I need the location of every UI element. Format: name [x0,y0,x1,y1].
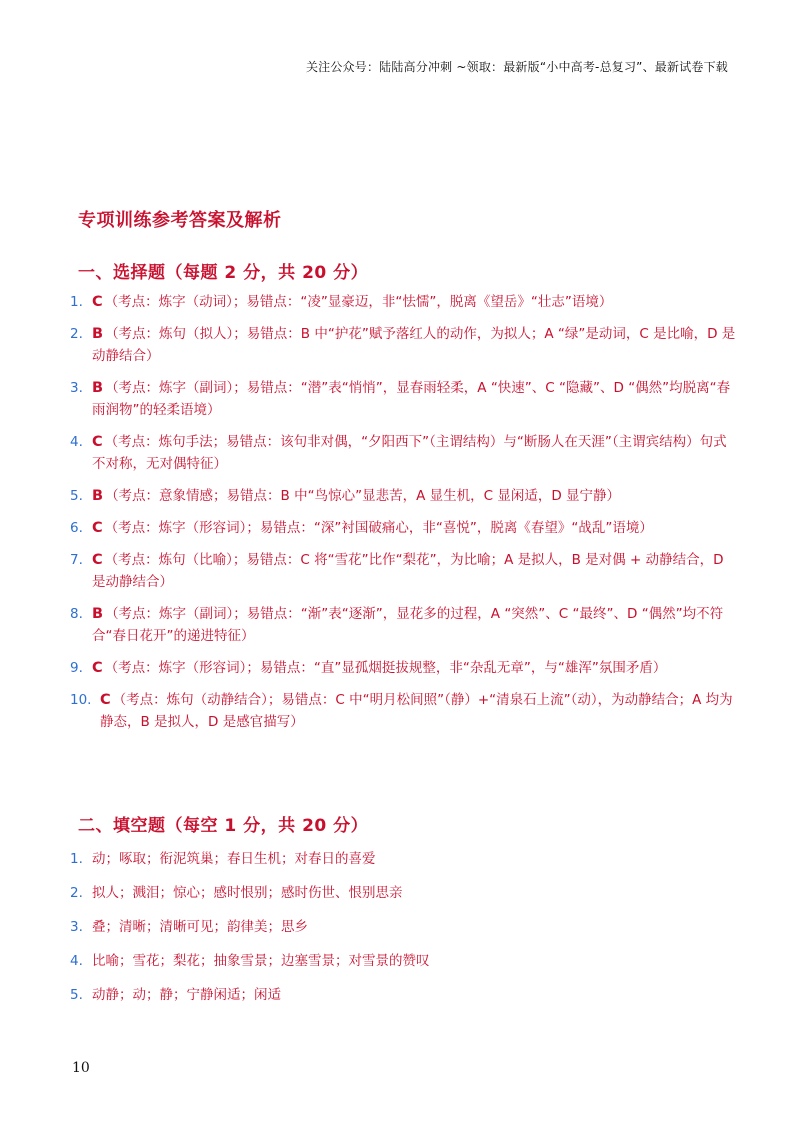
question-number: 9. [70,660,83,676]
fill-answer-item [70,848,740,870]
choice-answer-item [70,603,740,647]
answer-explanation: （考点：炼字（形容词）；易错点：“深”衬国破痛心，非“喜悦”，脱离《春望》“战乱”语境） [104,520,653,536]
choice-answer-item [70,377,740,421]
choice-answer-item [70,689,740,733]
fill-answer-item [70,984,740,1006]
question-number: 1. [70,294,83,310]
choice-answer-item [70,549,740,593]
fill-answer-item [70,882,740,904]
answer-letter: C [92,434,103,450]
answer-letter: C [92,520,103,536]
answer-letter: B [92,606,104,622]
question-number: 3. [70,380,83,396]
question-number: 3. [70,919,83,935]
choice-answer-item [70,323,740,367]
header-note: 关注公众号：陆陆高分冲刺 ~领取：最新版“小中高考-总复习”、最新试卷下载 [305,60,728,74]
fill-answer-list [70,848,740,1006]
question-number: 5. [70,488,83,504]
choice-answer-item [70,485,740,507]
answer-explanation: （考点：意象情感；易错点：B 中“鸟惊心”显悲苦，A 显生机，C 显闲适，D 显宁静） [105,488,621,504]
question-number: 2. [70,885,83,901]
answer-explanation: （考点：炼字（形容词）；易错点：“直”显孤烟挺拔规整，非“杂乱无章”，与“雄浑”氛围矛盾） [104,660,667,676]
question-number: 10. [70,692,92,708]
page-title: 专项训练参考答案及解析 [78,210,282,231]
question-number: 4. [70,953,83,969]
choice-answer-list [70,291,740,733]
question-number: 8. [70,606,83,622]
answer-explanation: （考点：炼句（动静结合）；易错点：C 中“明月松间照”（静）+“清泉石上流”（动），为动静结合；A 均为静态，B 是拟人，D 是感官描写） [100,692,733,730]
answer-explanation: （考点：炼句（比喻）；易错点：C 将“雪花”比作“梨花”，为比喻；A 是拟人，B 是对偶 + 动静结合，D 是动静结合） [92,552,724,590]
answer-letter: C [100,692,111,708]
section-heading-fill: 二、填空题（每空 1 分，共 20 分） [78,816,369,836]
answer-letter: C [92,294,103,310]
answer-letter: B [92,488,104,504]
fill-answer-item [70,916,740,938]
answer-letter: B [92,380,104,396]
question-number: 4. [70,434,83,450]
answer-explanation: （考点：炼字（副词）；易错点：“渐”表“逐渐”，显花多的过程，A “突然”、C “最终”、D “偶然”均不符合“春日花开”的递进特征） [92,606,724,644]
question-number: 7. [70,552,83,568]
question-number: 1. [70,851,83,867]
question-number: 6. [70,520,83,536]
section-heading-choice: 一、选择题（每题 2 分，共 20 分） [78,263,369,283]
answer-explanation: （考点：炼字（副词）；易错点：“潜”表“悄悄”，显春雨轻柔，A “快速”、C “隐藏”、D “偶然”均脱离“春雨润物”的轻柔语境） [92,380,731,418]
answer-letter: C [92,660,103,676]
answer-explanation: （考点：炼句手法；易错点：该句非对偶，“夕阳西下”（主谓结构）与“断肠人在天涯”（主谓宾结构）句式不对称，无对偶特征） [92,434,727,472]
choice-answer-item [70,657,740,679]
fill-answer-text: 动静；动；静；宁静闲适；闲适 [92,987,281,1003]
question-number: 2. [70,326,83,342]
choice-answer-item [70,517,740,539]
answer-letter: C [92,552,103,568]
fill-answer-text: 比喻；雪花；梨花；抽象雪景；边塞雪景；对雪景的赞叹 [92,953,430,969]
fill-answer-text: 拟人；溅泪；惊心；感时恨别；感时伤世、恨别思亲 [92,885,403,901]
fill-answer-text: 叠；清晰；清晰可见；韵律美；思乡 [92,919,308,935]
answer-explanation: （考点：炼句（拟人）；易错点：B 中“护花”赋予落红人的动作，为拟人；A “绿”是动词，C 是比喻，D 是动静结合） [92,326,736,364]
choice-answer-item [70,291,740,313]
choice-answer-item [70,431,740,475]
question-number: 5. [70,987,83,1003]
fill-answer-text: 动；啄取；衔泥筑巢；春日生机；对春日的喜爱 [92,851,376,867]
page-number: 10 [72,1060,90,1076]
answer-explanation: （考点：炼字（动词）；易错点：“凌”显豪迈，非“怯懦”，脱离《望岳》“壮志”语境） [104,294,613,310]
answer-letter: B [92,326,104,342]
fill-answer-item [70,950,740,972]
